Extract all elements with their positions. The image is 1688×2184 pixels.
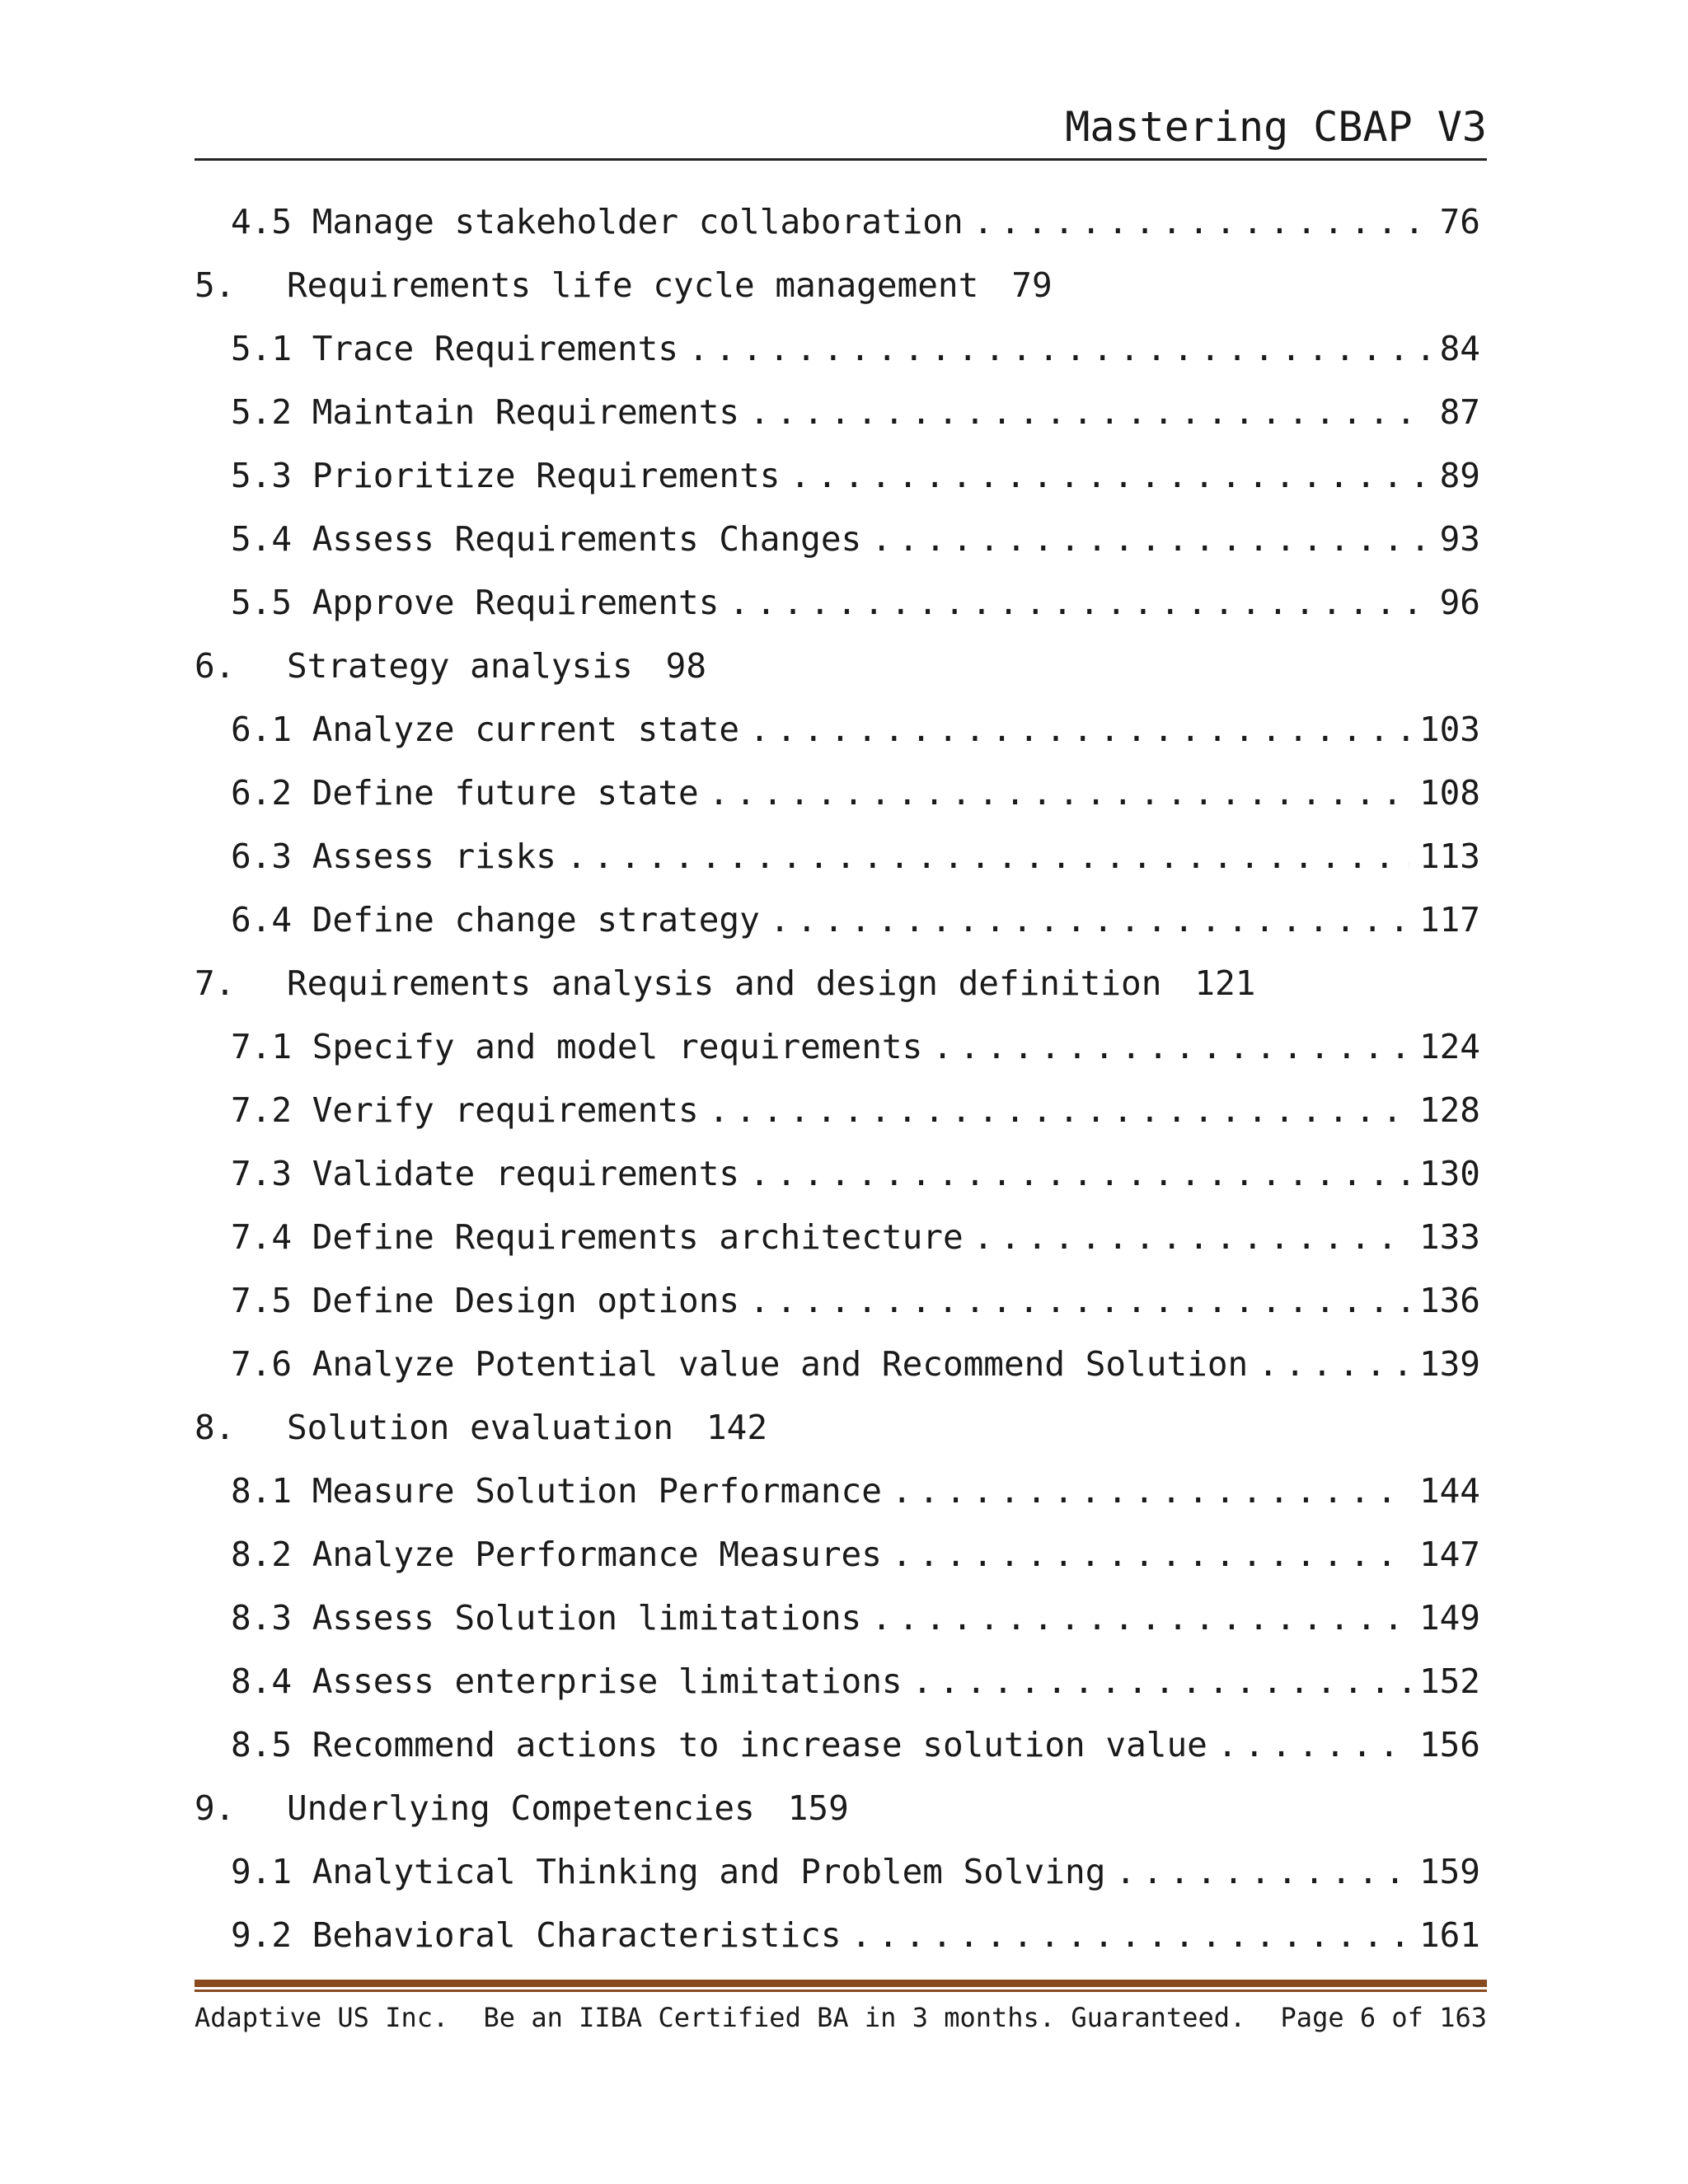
toc-entry-title: 8.3 Assess Solution limitations — [231, 1598, 862, 1638]
toc-entry-title: 4.5 Manage stakeholder collaboration — [231, 202, 964, 241]
toc-entry-title: 9.1 Analytical Thinking and Problem Solving — [231, 1852, 1106, 1891]
toc-dot-leader — [1115, 1850, 1409, 1893]
toc-entry-title: 7.5 Define Design options — [231, 1281, 740, 1320]
toc-chapter-entry[interactable] — [195, 1787, 1480, 1850]
footer-page-number: Page 6 of 163 — [1280, 2002, 1487, 2033]
toc-entry-title: 7.4 Define Requirements architecture — [231, 1217, 964, 1257]
toc-entry-title: 5.5 Approve Requirements — [231, 583, 720, 622]
toc-entry-title: 6.3 Assess risks — [231, 837, 556, 876]
header-divider — [195, 158, 1487, 161]
toc-section-entry[interactable] — [195, 1469, 1480, 1533]
toc-dot-leader — [749, 1152, 1409, 1195]
toc-page-number: 103 — [1418, 710, 1480, 749]
toc-section-entry[interactable] — [195, 1914, 1480, 1977]
page-footer — [195, 1999, 1487, 2036]
toc-section-entry[interactable] — [195, 1660, 1480, 1723]
toc-dot-leader — [851, 1914, 1409, 1957]
toc-section-entry[interactable] — [195, 1533, 1480, 1596]
toc-section-entry[interactable] — [195, 1216, 1480, 1279]
toc-dot-leader — [709, 1089, 1409, 1132]
toc-dot-leader — [871, 1596, 1409, 1639]
toc-chapter-entry[interactable] — [195, 1406, 1480, 1469]
toc-page-number: 79 — [1011, 265, 1053, 305]
toc-section-entry[interactable] — [195, 200, 1480, 264]
footer-divider-thin — [195, 1990, 1487, 1992]
toc-entry-title: 5.1 Trace Requirements — [231, 329, 679, 368]
toc-entry-title: 8.1 Measure Solution Performance — [231, 1471, 882, 1511]
toc-page-number: 147 — [1418, 1535, 1480, 1574]
toc-page-number: 136 — [1418, 1281, 1480, 1320]
toc-chapter-entry[interactable] — [195, 644, 1480, 708]
toc-dot-leader — [749, 391, 1430, 434]
toc-entry-title: 6.4 Define change strategy — [231, 900, 760, 940]
toc-dot-leader — [973, 1216, 1409, 1258]
toc-section-entry[interactable] — [195, 1279, 1480, 1343]
toc-section-entry[interactable] — [195, 1343, 1480, 1406]
footer-tagline: Be an IIBA Certified BA in 3 months. Guaranteed. — [483, 2002, 1246, 2033]
footer-divider-thick — [195, 1980, 1487, 1987]
toc-dot-leader — [892, 1469, 1409, 1512]
table-of-contents — [195, 200, 1480, 1977]
toc-dot-leader — [912, 1660, 1409, 1703]
toc-dot-leader — [770, 898, 1409, 941]
toc-page-number: 108 — [1418, 773, 1480, 813]
toc-chapter-number: 8. — [195, 1408, 236, 1447]
toc-page-number: 161 — [1418, 1915, 1480, 1955]
toc-dot-leader — [892, 1533, 1409, 1576]
toc-chapter-number: 5. — [195, 265, 236, 305]
toc-page-number: 130 — [1418, 1154, 1480, 1193]
toc-entry-title: 8.4 Assess enterprise limitations — [231, 1661, 903, 1701]
toc-dot-leader — [973, 200, 1430, 243]
toc-dot-leader — [790, 454, 1429, 497]
toc-page-number: 89 — [1439, 456, 1480, 495]
toc-page-number: 128 — [1418, 1090, 1480, 1130]
toc-section-entry[interactable] — [195, 1025, 1480, 1089]
toc-page-number: 93 — [1439, 519, 1480, 559]
toc-section-entry[interactable] — [195, 1596, 1480, 1660]
toc-entry-title: 6.2 Define future state — [231, 773, 699, 813]
toc-dot-leader — [566, 835, 1409, 878]
toc-page-number: 144 — [1418, 1471, 1480, 1511]
toc-page-number: 96 — [1439, 583, 1480, 622]
toc-section-entry[interactable] — [195, 327, 1480, 391]
toc-entry-title: 5.3 Prioritize Requirements — [231, 456, 781, 495]
toc-entry-title: 7.1 Specify and model requirements — [231, 1027, 923, 1066]
toc-page-number: 159 — [1418, 1852, 1480, 1891]
toc-section-entry[interactable] — [195, 1089, 1480, 1152]
toc-chapter-number: 7. — [195, 963, 236, 1003]
toc-entry-title: 7.3 Validate requirements — [231, 1154, 740, 1193]
toc-section-entry[interactable] — [195, 1850, 1480, 1914]
toc-section-entry[interactable] — [195, 581, 1480, 644]
toc-chapter-number: 6. — [195, 646, 236, 686]
toc-chapter-entry[interactable] — [195, 264, 1480, 327]
toc-entry-title: 5.2 Maintain Requirements — [231, 392, 740, 432]
toc-chapter-entry[interactable] — [195, 962, 1480, 1025]
toc-entry-title: Underlying Competencies — [287, 1788, 755, 1828]
toc-dot-leader — [871, 518, 1429, 560]
toc-section-entry[interactable] — [195, 1723, 1480, 1787]
toc-page-number: 152 — [1418, 1661, 1480, 1701]
toc-entry-title: 6.1 Analyze current state — [231, 710, 740, 749]
toc-entry-title: Solution evaluation — [287, 1408, 673, 1447]
toc-page-number: 117 — [1418, 900, 1480, 940]
toc-chapter-number: 9. — [195, 1788, 236, 1828]
toc-section-entry[interactable] — [195, 454, 1480, 518]
toc-page-number: 76 — [1439, 202, 1480, 241]
toc-page-number: 113 — [1418, 837, 1480, 876]
toc-entry-title: 7.2 Verify requirements — [231, 1090, 699, 1130]
toc-page-number: 133 — [1418, 1217, 1480, 1257]
toc-entry-title: 8.5 Recommend actions to increase solution value — [231, 1725, 1207, 1765]
toc-dot-leader — [749, 1279, 1409, 1322]
toc-dot-leader — [749, 708, 1409, 751]
toc-entry-title: 7.6 Analyze Potential value and Recommend Solution — [231, 1344, 1249, 1384]
toc-page-number: 142 — [706, 1408, 768, 1447]
toc-dot-leader — [932, 1025, 1409, 1068]
footer-company: Adaptive US Inc. — [195, 2002, 449, 2033]
toc-entry-title: 8.2 Analyze Performance Measures — [231, 1535, 882, 1574]
toc-page-number: 149 — [1418, 1598, 1480, 1638]
toc-dot-leader — [1258, 1343, 1409, 1385]
toc-dot-leader — [688, 327, 1430, 370]
toc-entry-title: Strategy analysis — [287, 646, 633, 686]
toc-dot-leader — [1217, 1723, 1409, 1766]
toc-dot-leader — [709, 771, 1409, 814]
page-header-title: Mastering CBAP V3 — [1065, 103, 1487, 151]
toc-entry-title: Requirements analysis and design definition — [287, 963, 1162, 1003]
toc-page-number: 98 — [665, 646, 707, 686]
toc-section-entry[interactable] — [195, 708, 1480, 771]
toc-page-number: 156 — [1418, 1725, 1480, 1765]
toc-entry-title: 5.4 Assess Requirements Changes — [231, 519, 862, 559]
toc-page-number: 121 — [1194, 963, 1256, 1003]
toc-page-number: 139 — [1418, 1344, 1480, 1384]
toc-page-number: 124 — [1418, 1027, 1480, 1066]
toc-page-number: 159 — [787, 1788, 849, 1828]
toc-section-entry[interactable] — [195, 771, 1480, 835]
toc-section-entry[interactable] — [195, 898, 1480, 962]
toc-page-number: 84 — [1439, 329, 1480, 368]
toc-section-entry[interactable] — [195, 518, 1480, 581]
toc-section-entry[interactable] — [195, 1152, 1480, 1216]
toc-entry-title: 9.2 Behavioral Characteristics — [231, 1915, 842, 1955]
toc-section-entry[interactable] — [195, 391, 1480, 454]
toc-section-entry[interactable] — [195, 835, 1480, 898]
toc-entry-title: Requirements life cycle management — [287, 265, 979, 305]
toc-page-number: 87 — [1439, 392, 1480, 432]
toc-dot-leader — [729, 581, 1429, 624]
